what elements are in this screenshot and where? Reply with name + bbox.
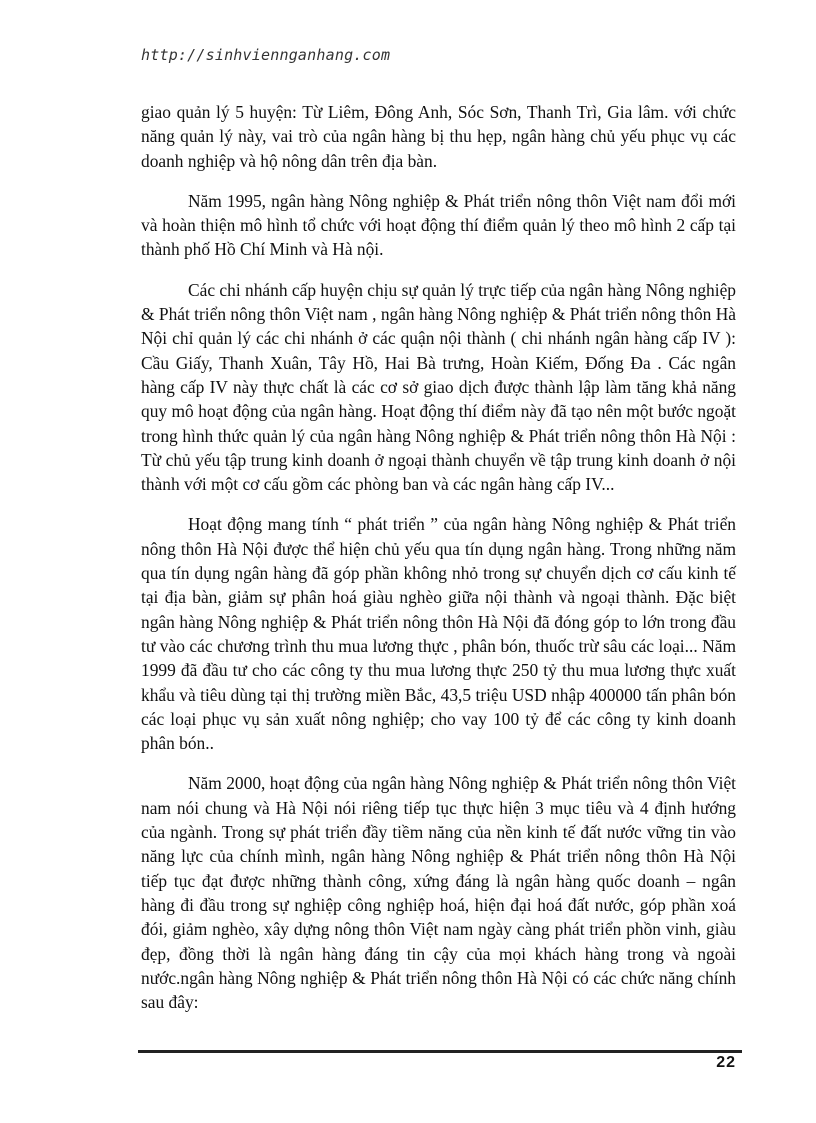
paragraph-4: Hoạt động mang tính “ phát triển ” của ngân hàng Nông nghiệp & Phát triển nông thôn Hà Nội được thể hiện chủ yếu qua tín dụng ngân hàng. Trong những năm qua tín dụng ngân hàng đã góp phần không nhỏ trong sự chuyển dịch cơ cấu kinh tế tại địa bàn, giảm sự phân hoá giàu nghèo giữa nội thành và ngoại thành. Đặc biệt ngân hàng Nông nghiệp & Phát triển nông thôn Hà Nội đã đóng góp to lớn trong đầu tư vào các chương trình thu mua lương thực , phân bón, thuốc trừ sâu các loại... Năm 1999 đã đầu tư cho các công ty thu mua lương thực 250 tỷ thu mua lương thực xuất khẩu và tiêu dùng tại thị trường miền Bắc, 43,5 triệu USD nhập 400000 tấn phân bón các loại phục vụ sản xuất nông nghiệp; cho vay 100 tỷ để các công ty kinh doanh phân bón..: [141, 514, 736, 754]
document-body: [141, 100, 736, 1030]
header-url[interactable]: http://sinhviennganhang.com: [141, 46, 391, 64]
page-number: 22: [716, 1054, 736, 1071]
footer-divider: [138, 1050, 742, 1053]
paragraph-3: Các chi nhánh cấp huyện chịu sự quản lý trực tiếp của ngân hàng Nông nghiệp & Phát triển nông thôn Việt nam , ngân hàng Nông nghiệp & Phát triển nông thôn Hà Nội chỉ quản lý các chi nhánh ở các quận nội thành ( chi nhánh ngân hàng cấp IV ): Cầu Giấy, Thanh Xuân, Tây Hồ, Hai Bà trưng, Hoàn Kiếm, Đống Đa . Các ngân hàng cấp IV này thực chất là các cơ sở giao dịch được thành lập làm tăng khả năng quy mô hoạt động của ngân hàng. Hoạt động thí điểm này đã tạo nên một bước ngoặt trong hình thức quản lý của ngân hàng Nông nghiệp & Phát triển nông thôn Hà Nội : Từ chủ yếu tập trung kinh doanh ở ngoại thành chuyển về tập trung kinh doanh ở nội thành với một cơ cấu gồm các phòng ban và các ngân hàng cấp IV...: [141, 279, 736, 495]
paragraph-5: Năm 2000, hoạt động của ngân hàng Nông nghiệp & Phát triển nông thôn Việt nam nói chung và Hà Nội nói riêng tiếp tục thực hiện 3 mục tiêu và 4 định hướng của ngành. Trong sự phát triển đầy tiềm năng của nền kinh tế đất nước vững tin vào năng lực của chính mình, ngân hàng Nông nghiệp & Phát triển nông thôn Hà Nội tiếp tục đạt được những thành công, xứng đáng là ngân hàng quốc doanh – ngân hàng đi đầu trong sự nghiệp công nghiệp hoá, hiện đại hoá đất nước, góp phần xoá đói, giảm nghèo, xây dựng nông thôn Việt nam ngày càng phát triển phồn vinh, giàu đẹp, đồng thời là ngân hàng đáng tin cậy của mọi khách hàng trong và ngoài nước.ngân hàng Nông nghiệp & Phát triển nông thôn Hà Nội có các chức năng chính sau đây:: [141, 773, 736, 1013]
paragraph-1: giao quản lý 5 huyện: Từ Liêm, Đông Anh, Sóc Sơn, Thanh Trì, Gia lâm. với chức năng quản lý này, vai trò của ngân hàng bị thu hẹp, ngân hàng chủ yếu phục vụ các doanh nghiệp và hộ nông dân trên địa bàn.: [141, 102, 736, 171]
paragraph-2: Năm 1995, ngân hàng Nông nghiệp & Phát triển nông thôn Việt nam đổi mới và hoàn thiện mô hình tổ chức với hoạt động thí điểm quản lý theo mô hình 2 cấp tại thành phố Hồ Chí Minh và Hà nội.: [141, 190, 736, 260]
